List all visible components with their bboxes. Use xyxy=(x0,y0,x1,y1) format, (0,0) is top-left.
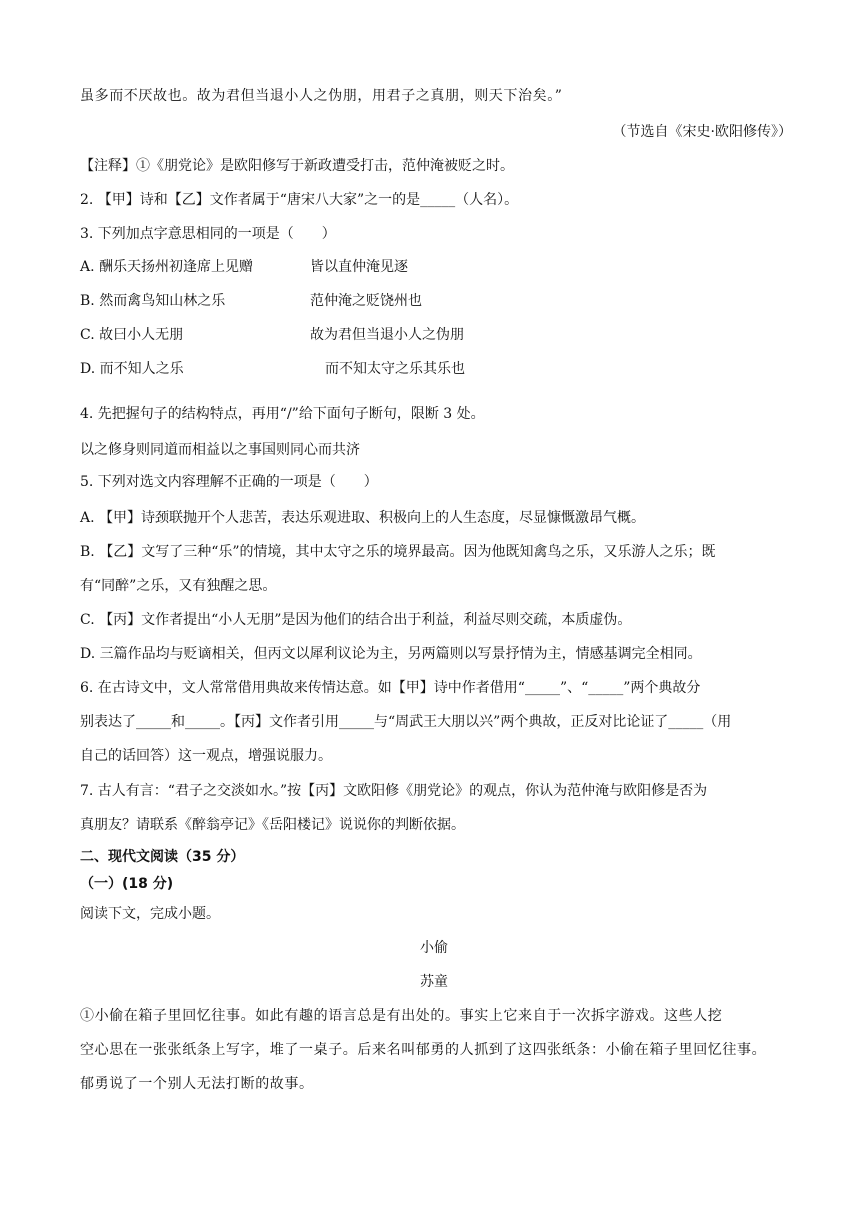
part-heading: （一）(18 分) xyxy=(80,876,174,892)
source-citation: （节选自《宋史·欧阳修传》） xyxy=(612,124,792,140)
text-top-line: 虽多而不厌故也。故为君但当退小人之伪朋，用君子之真朋，则天下治矣。” xyxy=(80,88,563,104)
question-3-stem: 3. 下列加点字意思相同的一项是（ ） xyxy=(80,226,336,242)
article-paragraph-line1: ①小偷在箱子里回忆往事。如此有趣的语言总是有出处的。事实上它来自于一次拆字游戏。这些人挖 xyxy=(80,1008,723,1024)
q5-option-b-line2: 有“同醉”之乐，又有独醒之思。 xyxy=(80,578,277,594)
q3-option-c xyxy=(80,325,792,345)
q5-option-d: D. 三篇作品均与贬谪相关，但丙文以犀利议论为主，另两篇则以写景抒情为主，情感基调完全相同。 xyxy=(80,646,702,662)
q3-option-b xyxy=(80,291,792,311)
q3-option-d-right: 而不知太守之乐其乐也 xyxy=(325,361,465,377)
article-author: 苏童 xyxy=(420,974,448,990)
q3-option-b-left: B. 然而禽鸟知山林之乐 xyxy=(80,293,226,309)
question-6-line3: 自己的话回答）这一观点，增强说服力。 xyxy=(80,748,332,764)
article-paragraph-line2: 空心思在一张张纸条上写字，堆了一桌子。后来名叫郁勇的人抓到了这四张纸条：小偷在箱子里回忆往事。 xyxy=(80,1042,767,1058)
question-4-stem: 4. 先把握句子的结构特点，再用“/”给下面句子断句，限断 3 处。 xyxy=(80,406,485,422)
reading-instruction: 阅读下文，完成小题。 xyxy=(80,906,220,922)
q3-option-a xyxy=(80,257,792,277)
question-2: 2. 【甲】诗和【乙】文作者属于“唐宋八大家”之一的是_____（人名）。 xyxy=(80,192,519,208)
article-paragraph-line3: 郁勇说了一个别人无法打断的故事。 xyxy=(80,1076,314,1092)
q3-option-d-left: D. 而不知人之乐 xyxy=(80,361,184,377)
question-6-line1: 6. 在古诗文中，文人常常借用典故来传情达意。如【甲】诗中作者借用“_____”、“_____”两个典故分 xyxy=(80,680,701,696)
section-heading: 二、现代文阅读（35 分） xyxy=(80,849,245,865)
q5-option-a: A. 【甲】诗颈联抛开个人悲苦，表达乐观进取、积极向上的人生态度，尽显慷慨激昂气概。 xyxy=(80,510,646,526)
question-7-line2: 真朋友？请联系《醉翁亭记》《岳阳楼记》说说你的判断依据。 xyxy=(80,817,465,833)
question-4-sentence: 以之修身则同道而相益以之事国则同心而共济 xyxy=(80,442,360,458)
q5-option-c: C. 【丙】文作者提出“小人无朋”是因为他们的结合出于利益，利益尽则交疏，本质虚伪。 xyxy=(80,612,632,628)
question-5-stem: 5. 下列对选文内容理解不正确的一项是（ ） xyxy=(80,474,378,490)
question-6-line2: 别表达了_____和_____。【丙】文作者引用_____与“周武王大朋以兴”两个典故，正反对比论证了_____（用 xyxy=(80,714,732,730)
annotation-note: 【注释】①《朋党论》是欧阳修写于新政遭受打击，范仲淹被贬之时。 xyxy=(80,158,514,174)
q3-option-a-left: A. 酬乐天扬州初逢席上见赠 xyxy=(80,259,254,275)
q3-option-a-right: 皆以直仲淹见逐 xyxy=(310,259,408,275)
q3-option-b-right: 范仲淹之贬饶州也 xyxy=(310,293,422,309)
question-7-line1: 7. 古人有言：“君子之交淡如水。”按【丙】文欧阳修《朋党论》的观点，你认为范仲淹与欧阳修是否为 xyxy=(80,783,708,799)
article-title: 小偷 xyxy=(420,940,448,956)
q3-option-c-left: C. 故曰小人无朋 xyxy=(80,327,184,343)
q5-option-b-line1: B. 【乙】文写了三种“乐”的情境，其中太守之乐的境界最高。因为他既知禽鸟之乐，又乐游人之乐；既 xyxy=(80,544,716,560)
q3-option-d xyxy=(80,359,792,379)
q3-option-c-right: 故为君但当退小人之伪朋 xyxy=(310,327,464,343)
